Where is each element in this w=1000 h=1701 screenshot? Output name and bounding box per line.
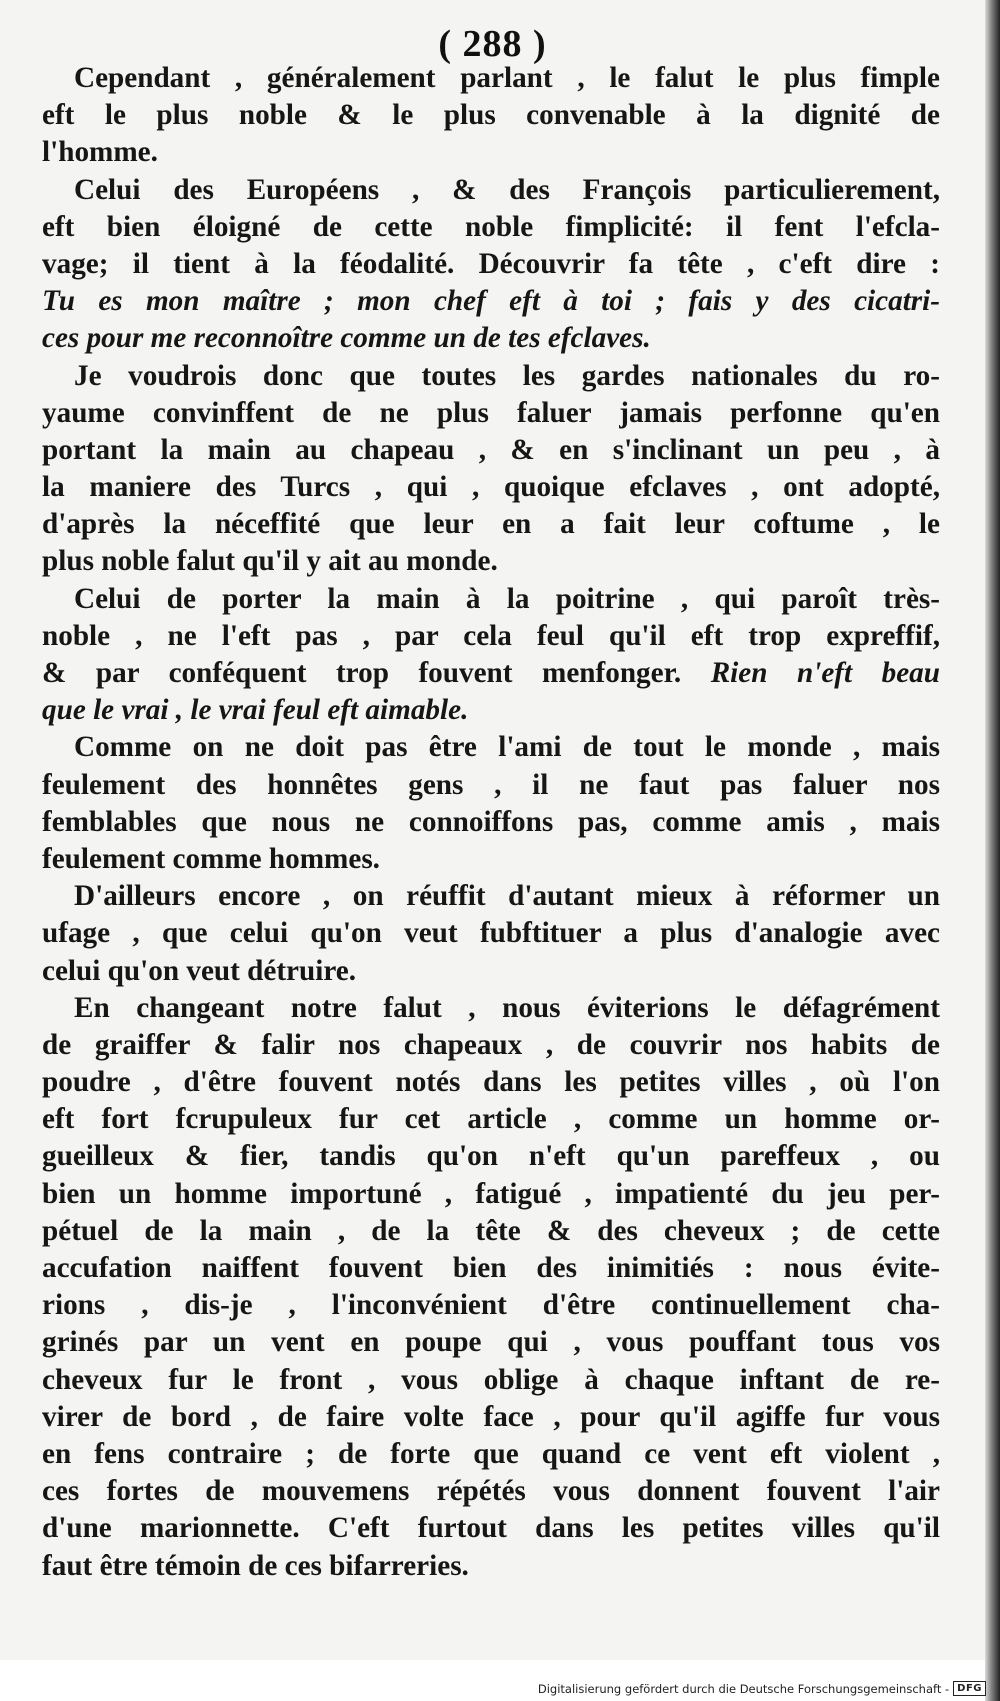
text-line: virer de bord , de faire volte face , pour qu'il agiffe fur vous bbox=[42, 1400, 940, 1433]
credit-text: Digitalisierung gefördert durch die Deutsche Forschungsgemeinschaft - bbox=[537, 1681, 950, 1696]
dfg-logo: DFG bbox=[953, 1681, 986, 1696]
paragraph bbox=[42, 581, 940, 730]
text-line: d'une marionnette. C'eft furtout dans les petites villes qu'il bbox=[42, 1512, 940, 1545]
book-binding-edge bbox=[985, 0, 1000, 1701]
text-line: Je voudrois donc que toutes les gardes nationales du ro- bbox=[74, 359, 940, 392]
text-line: de graiffer & falir nos chapeaux , de couvrir nos habits de bbox=[42, 1028, 940, 1061]
text-line: rions , dis-je , l'inconvénient d'être continuellement cha- bbox=[42, 1289, 940, 1322]
text-line: eft bien éloigné de cette noble fimplicité: il fent l'efcla- bbox=[42, 210, 940, 243]
text-line: d'après la néceffité que leur en a fait leur coftume , le bbox=[42, 508, 940, 541]
text-line: femblables que nous ne connoiffons pas, comme amis , mais bbox=[42, 805, 940, 838]
text-line: vage; il tient à la féodalité. Découvrir fa tête , c'eft dire : bbox=[42, 247, 940, 280]
text-line: en fens contraire ; de forte que quand ce vent eft violent , bbox=[42, 1437, 940, 1470]
page-text bbox=[42, 60, 940, 1585]
text-line: feulement comme hommes. bbox=[42, 842, 380, 875]
text-line: Cependant , généralement parlant , le falut le plus fimple bbox=[74, 62, 940, 94]
page-number: ( 288 ) bbox=[438, 23, 547, 65]
paragraph bbox=[42, 60, 940, 172]
paragraph bbox=[42, 172, 940, 358]
text-line: cheveux fur le front , vous oblige à chaque inftant de re- bbox=[42, 1363, 940, 1396]
paragraph bbox=[42, 729, 940, 878]
text-line: En changeant notre falut , nous éviterions le défagrément bbox=[74, 991, 940, 1024]
text-line: portant la main au chapeau , & en s'inclinant un peu , à bbox=[42, 433, 940, 466]
text-line: eft le plus noble & le plus convenable à la dignité de bbox=[42, 99, 940, 132]
text-line: faut être témoin de ces bifarreries. bbox=[42, 1549, 469, 1582]
text-line: D'ailleurs encore , on réuffit d'autant mieux à réformer un bbox=[74, 880, 940, 913]
text-line: Celui des Européens , & des François particulierement, bbox=[74, 173, 940, 206]
text-line: grinés par un vent en poupe qui , vous pouffant tous vos bbox=[42, 1326, 940, 1359]
text-line: accufation naiffent fouvent bien des inimitiés : nous évite- bbox=[42, 1252, 940, 1284]
paragraph bbox=[42, 990, 940, 1585]
text-line: feulement des honnêtes gens , il ne faut pas faluer nos bbox=[42, 768, 940, 801]
text-line: que le vrai , le vrai feul eft aimable. bbox=[42, 694, 469, 727]
paragraph bbox=[42, 358, 940, 581]
text-line: Tu es mon maître ; mon chef eft à toi ; fais y des cicatri- bbox=[42, 285, 940, 318]
text-line: Celui de porter la main à la poitrine , qui paroît très- bbox=[74, 582, 940, 615]
text-line: gueilleux & fier, tandis qu'on n'eft qu'un pareffeux , ou bbox=[42, 1140, 940, 1173]
text-line: noble , ne l'eft pas , par cela feul qu'il eft trop expreffif, bbox=[42, 619, 940, 652]
text-line: ces fortes de mouvemens répétés vous donnent fouvent l'air bbox=[42, 1475, 940, 1508]
text-line: celui qu'on veut détruire. bbox=[42, 954, 357, 987]
text-line: eft fort fcrupuleux fur cet article , comme un homme or- bbox=[42, 1103, 940, 1136]
text-line: bien un homme importuné , fatigué , impatienté du jeu per- bbox=[42, 1177, 940, 1210]
text-line: la maniere des Turcs , qui , quoique efclaves , ont adopté, bbox=[42, 471, 940, 504]
text-line: poudre , d'être fouvent notés dans les petites villes , où l'on bbox=[42, 1066, 940, 1099]
text-line: pétuel de la main , de la tête & des cheveux ; de cette bbox=[42, 1214, 940, 1247]
text-line: Comme on ne doit pas être l'ami de tout le monde , mais bbox=[74, 731, 940, 764]
digitization-credit bbox=[538, 1681, 986, 1696]
text-line: ufage , que celui qu'on veut fubftituer a plus d'analogie avec bbox=[42, 917, 940, 950]
text-line: l'homme. bbox=[42, 136, 158, 169]
text-line: ces pour me reconnoître comme un de tes efclaves. bbox=[42, 322, 651, 355]
text-line: plus noble falut qu'il y ait au monde. bbox=[42, 545, 498, 578]
paragraph bbox=[42, 878, 940, 990]
text-line: yaume convinffent de ne plus faluer jamais perfonne qu'en bbox=[42, 396, 940, 429]
text-line: & par conféquent trop fouvent menfonger. Rien n'eft beau bbox=[42, 657, 941, 689]
